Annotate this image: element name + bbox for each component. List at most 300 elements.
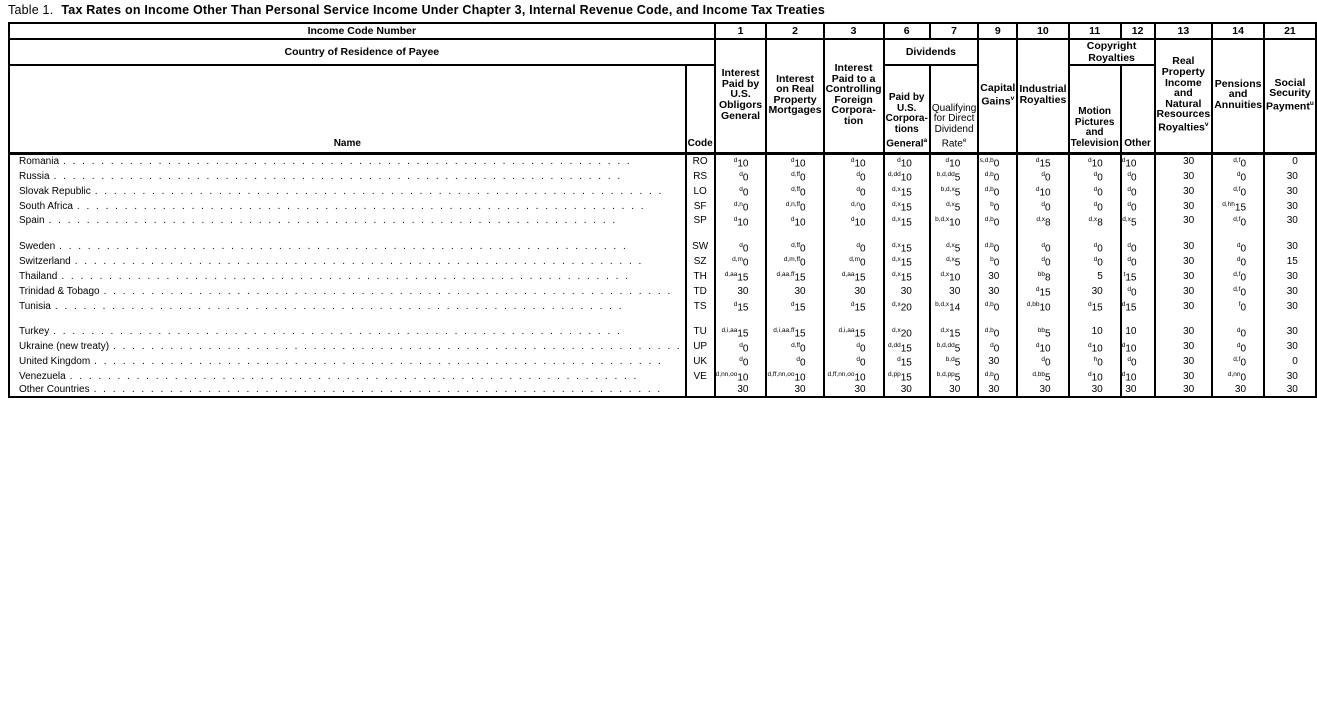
footnote-marker: d,ff [791, 186, 801, 194]
rate-cell: 30 [1155, 254, 1213, 269]
country-code: RS [686, 169, 715, 184]
footnote-marker: d [1093, 200, 1098, 208]
footnote-marker: d,pp [888, 371, 901, 379]
code-number-3: 3 [824, 23, 884, 39]
column-description-row [9, 65, 1316, 153]
country-code: SW [686, 240, 715, 255]
rate-cell: $^{d,ff,nn,oo}$10 [824, 369, 884, 384]
spacer-cell [1017, 314, 1068, 325]
rate-cell: $^{d,x}$20 [884, 299, 930, 314]
table-row [9, 214, 1316, 229]
footnote-marker: v [1010, 94, 1015, 102]
rate-cell: $^d$10 [824, 214, 884, 229]
rate-cell: $^{d,f}$0 [1212, 284, 1264, 299]
rate-cell: $^d$0 [1121, 184, 1155, 199]
footnote-marker: d,x [892, 215, 901, 223]
rate-cell: $^f$0 [1212, 299, 1264, 314]
rate-cell: $^d$0 [715, 354, 767, 369]
footnote-marker: d [1041, 200, 1046, 208]
country-name: Switzerland [19, 256, 71, 268]
country-code [686, 384, 715, 397]
rate-cell: $^{bb}$8 [1017, 269, 1068, 284]
rate-cell: 30 [715, 384, 767, 397]
rate-cell: $^d$0 [824, 354, 884, 369]
dot-leader: . . . . . . . . . . . . . . . . . . . . . . . . . . . . . . . . . . . . . . . . . . . . . . . . . . . . . . . . . . . . [61, 270, 628, 282]
rate-cell: $^d$0 [824, 340, 884, 355]
rate-cell: $^{d,hh}$15 [1212, 199, 1264, 214]
dot-leader: . . . . . . . . . . . . . . . . . . . . . . . . . . . . . . . . . . . . . . . . . . . . . . . . . . . . . . . . . . . . [93, 384, 661, 396]
footnote-marker: d,aa,ff [776, 271, 795, 279]
footnote-marker: a [923, 136, 928, 144]
footnote-marker: d [1041, 356, 1046, 364]
country-name: South Africa [19, 200, 73, 212]
rate-cell: $^d$0 [824, 240, 884, 255]
rate-cell: 30 [1155, 284, 1213, 299]
country-code: TU [686, 325, 715, 340]
footnote-marker: d,bb [1032, 371, 1046, 379]
rate-cell: $^{d,i,aa}$15 [824, 325, 884, 340]
footnote-marker: d [1236, 341, 1241, 349]
footnote-marker: d,x [940, 326, 950, 334]
rate-cell: $^{d,nn}$0 [1212, 369, 1264, 384]
footnote-marker: d,m [732, 256, 743, 264]
rate-cell: $^{d,x}$5 [930, 240, 978, 255]
col-header-industrial-royalties: Industrial Royalties [1017, 39, 1068, 153]
rate-cell: $^{d,ff}$0 [766, 169, 823, 184]
footnote-marker: b,d,x [935, 215, 950, 223]
code-number-13: 13 [1155, 23, 1213, 39]
footnote-marker: d [1041, 241, 1046, 249]
rate-cell: $^b$0 [978, 254, 1017, 269]
rate-cell: $^{d,ff}$0 [766, 340, 823, 355]
footnote-marker: d,f [1233, 156, 1241, 164]
table-row [9, 169, 1316, 184]
rate-cell: $^d$10 [715, 214, 767, 229]
rate-cell: $^{d,x}$15 [884, 240, 930, 255]
rate-cell: 30 [1155, 325, 1213, 340]
rate-cell: $^{d,x}$15 [884, 199, 930, 214]
spacer-cell [978, 229, 1017, 240]
rate-cell: $^{d,x}$5 [1121, 214, 1155, 229]
footnote-marker: d,ff [791, 341, 801, 349]
code-number-10: 10 [1017, 23, 1068, 39]
rate-cell: 30 [884, 284, 930, 299]
rate-cell: 30 [1264, 169, 1316, 184]
rate-cell: $^{d,x}$15 [884, 269, 930, 284]
footnote-marker: d [1041, 171, 1046, 179]
rate-cell: 30 [1017, 384, 1068, 397]
rate-cell: 30 [978, 284, 1017, 299]
rate-cell: $^{d,n,ff}$0 [766, 199, 823, 214]
country-code: UP [686, 340, 715, 355]
table-row [9, 199, 1316, 214]
rate-cell: $^d$0 [1017, 199, 1068, 214]
spacer-cell [884, 229, 930, 240]
rate-cell: 30 [1264, 340, 1316, 355]
country-name: Ukraine (new treaty) [19, 341, 110, 353]
footnote-marker: d,b [984, 186, 994, 194]
spacer-cell [9, 229, 686, 240]
rate-cell: $^b$0 [978, 199, 1017, 214]
spacer-cell [1264, 229, 1316, 240]
rate-cell: $^{b,d,dd}$5 [930, 340, 978, 355]
rate-cell: $^d$10 [884, 153, 930, 169]
rate-cell: $^d$15 [766, 299, 823, 314]
footnote-marker: d,i,aa [838, 326, 855, 334]
footnote-marker: b,d,dd [936, 341, 955, 349]
country-name: Turkey [19, 326, 50, 338]
name-column-label: Name [9, 65, 686, 153]
rate-cell: 30 [1155, 269, 1213, 284]
country-code: VE [686, 369, 715, 384]
spacer-cell [1121, 229, 1155, 240]
table-row [9, 269, 1316, 284]
rate-cell: 30 [884, 384, 930, 397]
footnote-marker: d,x [892, 300, 901, 308]
footnote-marker: d [739, 241, 743, 249]
rate-cell: 30 [1155, 384, 1213, 397]
country-code: SZ [686, 254, 715, 269]
table-row [9, 340, 1316, 355]
footnote-marker: d,aa [724, 271, 738, 279]
rate-cell: 30 [1069, 384, 1121, 397]
rate-cell: 30 [766, 384, 823, 397]
footnote-marker: d [790, 300, 795, 308]
rate-cell: 10 [1121, 325, 1155, 340]
footnote-marker: d [733, 300, 738, 308]
footnote-marker: d [1127, 186, 1131, 194]
country-name: Slovak Republic [19, 185, 91, 197]
rate-cell: 30 [1155, 340, 1213, 355]
rate-cell: $^{d,b}$0 [978, 299, 1017, 314]
rate-cell: 30 [1155, 199, 1213, 214]
rate-cell: $^{d,aa}$15 [824, 269, 884, 284]
rate-cell: $^d$15 [1017, 153, 1068, 169]
rate-cell: 30 [1155, 214, 1213, 229]
footnote-marker: d,dd [888, 341, 901, 349]
rate-cell: 15 [1264, 254, 1316, 269]
rate-cell: $^{b,d,dd}$5 [930, 169, 978, 184]
country-name: Other Countries [19, 384, 90, 396]
footnote-marker: d [1093, 171, 1098, 179]
table-row [9, 325, 1316, 340]
rate-cell: $^t$15 [1121, 269, 1155, 284]
footnote-marker: d,b [984, 171, 994, 179]
table-row [9, 240, 1316, 255]
country-name-cell [9, 325, 686, 340]
table-row [9, 384, 1316, 397]
rate-cell: 30 [1155, 153, 1213, 169]
rate-cell: $^d$10 [824, 153, 884, 169]
footnote-marker: d,ff,nn,oo [827, 371, 855, 379]
footnote-marker: bb [1037, 271, 1046, 279]
rate-cell: $^d$0 [715, 184, 767, 199]
table-row [9, 354, 1316, 369]
col-header-pensions-annuities: Pensions and Annuities [1212, 39, 1264, 153]
country-name-cell [9, 184, 686, 199]
footnote-marker: b [990, 200, 994, 208]
rate-cell: $^{d,x}$8 [1017, 214, 1068, 229]
dot-leader: . . . . . . . . . . . . . . . . . . . . . . . . . . . . . . . . . . . . . . . . . . . . . . . . . . . . . . . . . . . . [53, 170, 621, 182]
dot-leader: . . . . . . . . . . . . . . . . . . . . . . . . . . . . . . . . . . . . . . . . . . . . . . . . . . . . . . . . . . . . [94, 185, 662, 197]
country-of-residence-label: Country of Residence of Payee [9, 39, 715, 65]
country-name-cell [9, 354, 686, 369]
footnote-marker: bb [1037, 326, 1046, 334]
rate-cell: 30 [1155, 240, 1213, 255]
table-row [9, 299, 1316, 314]
rate-cell: $^d$0 [1017, 240, 1068, 255]
footnote-marker: d [850, 156, 855, 164]
footnote-marker: b,d,x [940, 186, 955, 194]
rate-cell: $^{d,b}$0 [978, 240, 1017, 255]
rate-cell: 30 [1121, 384, 1155, 397]
rate-cell: $^d$15 [1069, 299, 1121, 314]
rate-cell: 30 [1264, 240, 1316, 255]
dot-leader: . . . . . . . . . . . . . . . . . . . . . . . . . . . . . . . . . . . . . . . . . . . . . . . . . . . . . . . . . . . . [63, 156, 630, 168]
rate-cell: $^d$10 [1069, 369, 1121, 384]
country-code: UK [686, 354, 715, 369]
code-number-21: 21 [1264, 23, 1316, 39]
footnote-marker: b [990, 256, 994, 264]
footnote-marker: d [1236, 256, 1241, 264]
footnote-marker: d [1093, 256, 1098, 264]
dot-leader: . . . . . . . . . . . . . . . . . . . . . . . . . . . . . . . . . . . . . . . . . . . . . . . . . . . . . . . . . . . . [103, 285, 671, 297]
rate-cell: $^d$0 [1017, 254, 1068, 269]
rate-cell: $^{d,x}$15 [930, 325, 978, 340]
footnote-marker: d [1236, 241, 1241, 249]
code-number-9: 9 [978, 23, 1017, 39]
footnote-marker: d,b [984, 241, 994, 249]
country-name: United Kingdom [19, 356, 91, 368]
rate-cell: $^{d,i,aa}$15 [715, 325, 767, 340]
country-name: Spain [19, 215, 45, 227]
footnote-marker: d,nn [1227, 371, 1241, 379]
rate-cell: $^{d,ff,nn,oo}$10 [766, 369, 823, 384]
footnote-marker: d [1236, 171, 1241, 179]
country-name-cell [9, 199, 686, 214]
spacer-cell [930, 229, 978, 240]
footnote-marker: d [1127, 200, 1131, 208]
rate-cell: $^d$10 [1121, 340, 1155, 355]
rate-cell: $^{d,f}$0 [1212, 354, 1264, 369]
rate-cell: $^d$0 [824, 184, 884, 199]
footnote-marker: b,d,x [935, 300, 950, 308]
footnote-marker: d,b [984, 300, 994, 308]
country-name-cell [9, 169, 686, 184]
spacer-cell [1212, 229, 1264, 240]
rate-cell: $^{d,x}$15 [884, 214, 930, 229]
col-header-interest-real-property: Interest on Real Property Mortgages [766, 39, 823, 153]
footnote-marker: t [1123, 271, 1126, 279]
footnote-marker: d,x [892, 186, 901, 194]
rate-cell: 30 [978, 354, 1017, 369]
rate-cell: $^{d,f}$0 [1212, 153, 1264, 169]
rate-cell: $^d$15 [1121, 299, 1155, 314]
rate-cell: $^d$0 [1212, 325, 1264, 340]
rate-cell: $^d$0 [715, 240, 767, 255]
footnote-marker: d [1088, 156, 1092, 164]
footnote-marker: d [790, 215, 795, 223]
rate-cell: $^d$0 [1212, 240, 1264, 255]
rate-cell: 0 [1264, 153, 1316, 169]
footnote-marker: d,x [892, 256, 901, 264]
footnote-marker: d,x [892, 326, 901, 334]
country-name-cell [9, 240, 686, 255]
footnote-marker: d,m,ff [783, 256, 801, 264]
rate-cell: 30 [1264, 284, 1316, 299]
rate-cell: $^{d,b}$0 [978, 325, 1017, 340]
country-code: TS [686, 299, 715, 314]
footnote-marker: d,b [984, 371, 994, 379]
table-row [9, 369, 1316, 384]
table-row [9, 284, 1316, 299]
footnote-marker: d [733, 215, 738, 223]
footnote-marker: d,n [850, 200, 861, 208]
footnote-marker: d,x [1036, 215, 1046, 223]
category-row [9, 39, 1316, 65]
footnote-marker: b,d,pp [936, 371, 955, 379]
dot-leader: . . . . . . . . . . . . . . . . . . . . . . . . . . . . . . . . . . . . . . . . . . . . . . . . . . . . . . . . . . . . [74, 256, 642, 268]
country-name: Russia [19, 170, 50, 182]
footnote-marker: d,x [946, 241, 955, 249]
footnote-marker: d [739, 171, 743, 179]
rate-cell: 0 [1264, 354, 1316, 369]
rate-cell: 30 [1264, 325, 1316, 340]
footnote-marker: d,x [946, 200, 955, 208]
footnote-marker: d [790, 156, 795, 164]
footnote-marker: u [1309, 99, 1314, 107]
income-code-row [9, 23, 1316, 39]
footnote-marker: d [739, 341, 743, 349]
rate-cell: 30 [1155, 369, 1213, 384]
country-code: TH [686, 269, 715, 284]
rate-cell: $^{d,x}$8 [1069, 214, 1121, 229]
footnote-marker: d,x [1088, 215, 1098, 223]
rate-cell: $^{d,m,ff}$0 [766, 254, 823, 269]
footnote-marker: v [1204, 120, 1209, 128]
footnote-marker: d [1093, 241, 1098, 249]
rate-cell: $^d$10 [1017, 340, 1068, 355]
country-code: RO [686, 153, 715, 169]
country-name-cell [9, 384, 686, 397]
spacer-cell [884, 314, 930, 325]
country-code: TD [686, 284, 715, 299]
footnote-marker: d [1127, 241, 1131, 249]
rate-cell: $^d$0 [1069, 184, 1121, 199]
footnote-marker: f [1238, 300, 1241, 308]
footnote-marker: d [1035, 286, 1040, 294]
footnote-marker: d,f [1233, 286, 1241, 294]
spacer-cell [686, 229, 715, 240]
rate-cell: $^{d,aa}$15 [715, 269, 767, 284]
footnote-marker: d [1035, 341, 1040, 349]
spacer-cell [766, 314, 823, 325]
footnote-marker: s,d,b [979, 156, 994, 164]
rate-cell: $^d$0 [1121, 354, 1155, 369]
rate-cell: $^{d,m}$0 [824, 254, 884, 269]
country-name-cell [9, 340, 686, 355]
rate-cell: 30 [930, 384, 978, 397]
rate-cell: $^d$0 [1121, 169, 1155, 184]
rate-cell: $^d$0 [1017, 354, 1068, 369]
rate-cell: $^{d,dd}$10 [884, 169, 930, 184]
rate-cell: $^d$15 [824, 299, 884, 314]
footnote-marker: d [1236, 326, 1241, 334]
footnote-marker: d,nn,oo [715, 371, 738, 379]
footnote-marker: b,d,dd [936, 171, 955, 179]
spacer-cell [930, 314, 978, 325]
footnote-marker: d,b [984, 215, 994, 223]
spacer-cell [978, 314, 1017, 325]
footnote-marker: d [1121, 371, 1126, 379]
rate-cell: $^{d,b}$0 [978, 214, 1017, 229]
footnote-marker: d,ff,nn,oo [767, 371, 795, 379]
footnote-marker: d,x [946, 256, 955, 264]
footnote-marker: d,ff [791, 171, 801, 179]
rate-cell: $^d$10 [766, 214, 823, 229]
col-header-interest-us-obligors: Interest Paid by U.S. Obligors General [715, 39, 767, 153]
col-header-capital-gains: Capital Gains$^v$ [978, 39, 1017, 153]
footnote-marker: d [1035, 156, 1040, 164]
rate-cell: $^{d,f}$0 [1212, 184, 1264, 199]
footnote-marker: d,i,aa,ff [773, 326, 795, 334]
table-title [8, 3, 825, 17]
rate-cell: $^{d,x}$15 [884, 254, 930, 269]
rate-cell: 30 [1264, 184, 1316, 199]
country-code: SP [686, 214, 715, 229]
rate-cell: 30 [766, 284, 823, 299]
country-name-cell [9, 269, 686, 284]
rate-cell: $^{b,d,x}$14 [930, 299, 978, 314]
rate-cell: $^d$10 [1121, 153, 1155, 169]
rate-cell: 30 [978, 269, 1017, 284]
rate-cell: $^{s,d,b}$0 [978, 153, 1017, 169]
rate-cell: $^{d,b}$0 [978, 169, 1017, 184]
footnote-marker: d,x [940, 271, 950, 279]
table-title-prefix: Table 1. [8, 3, 54, 17]
spacer-cell [1212, 314, 1264, 325]
footnote-marker: d,n,ff [785, 200, 801, 208]
footnote-marker: d [1035, 186, 1040, 194]
rate-cell: $^{d,aa,ff}$15 [766, 269, 823, 284]
rate-cell: 30 [1264, 199, 1316, 214]
tax-rates-table [8, 22, 1317, 398]
table-header [9, 23, 1316, 153]
rate-cell: 30 [1264, 214, 1316, 229]
footnote-marker: d,aa [841, 271, 855, 279]
rate-cell: $^{d,n}$0 [824, 199, 884, 214]
footnote-marker: d [1127, 286, 1131, 294]
rate-cell: 30 [1155, 184, 1213, 199]
rate-cell: $^d$15 [884, 354, 930, 369]
footnote-marker: d [897, 356, 901, 364]
rate-cell: 30 [1155, 169, 1213, 184]
rate-cell: $^{b,d,pp}$5 [930, 369, 978, 384]
col-header-interest-cfc: Interest Paid to a Controlling Foreign Corpora- tion [824, 39, 884, 153]
country-name: Trinidad & Tobago [19, 285, 100, 297]
rate-cell: $^{b,d,x}$5 [930, 184, 978, 199]
spacer-cell [824, 229, 884, 240]
dividends-label: Dividends [884, 39, 979, 65]
col-header-social-security: Social Security Payment$^u$ [1264, 39, 1316, 153]
group-spacer-row [9, 314, 1316, 325]
footnote-marker: d [1088, 300, 1092, 308]
footnote-marker: d [850, 300, 855, 308]
code-number-1: 1 [715, 23, 767, 39]
country-name: Thailand [19, 270, 58, 282]
footnote-marker: d [856, 186, 861, 194]
dot-leader: . . . . . . . . . . . . . . . . . . . . . . . . . . . . . . . . . . . . . . . . . . . . . . . . . . . . . . . . . . . . [113, 341, 680, 353]
